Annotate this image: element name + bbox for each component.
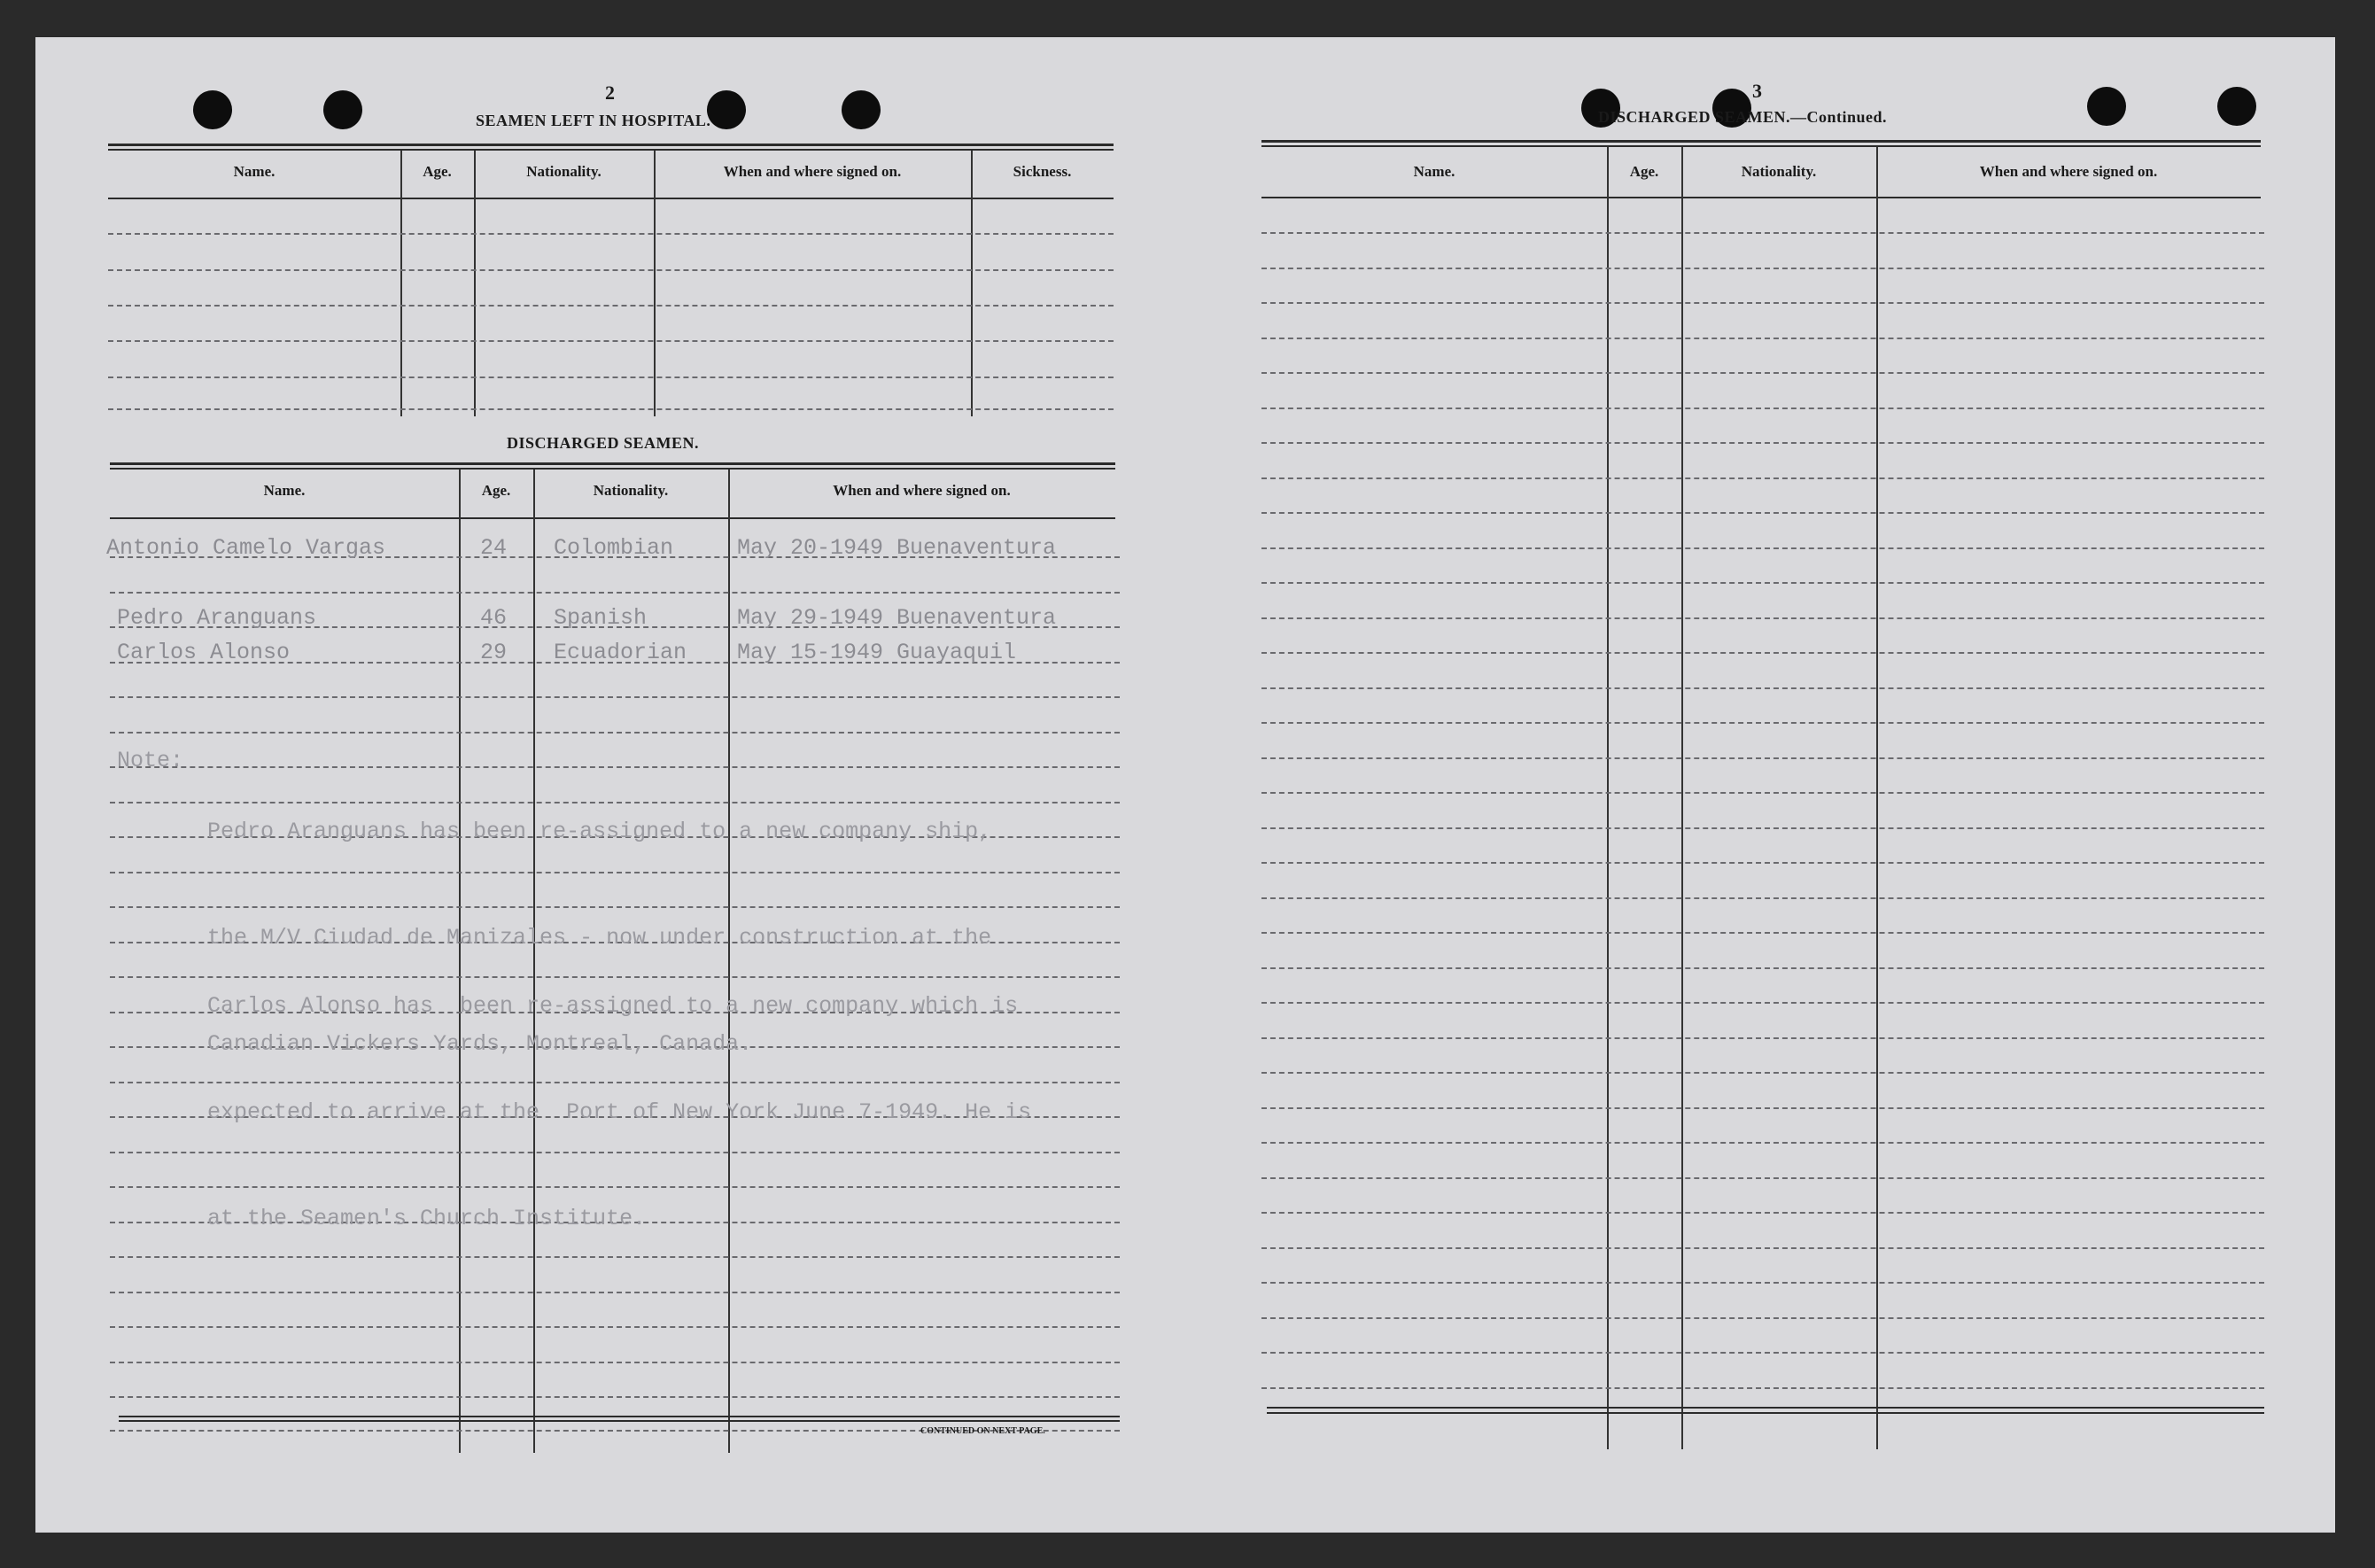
ruled-line — [1261, 1037, 2264, 1039]
ruled-line — [1261, 1177, 2264, 1179]
seaman-signed-on: May 15-1949 Guayaquil — [737, 640, 1017, 665]
column-divider — [1681, 147, 1683, 1449]
note-line: Canadian Vickers Yards, Montreal, Canada. — [207, 1031, 753, 1057]
punch-hole — [842, 90, 881, 129]
ruled-line — [1261, 1142, 2264, 1144]
seaman-nationality: Ecuadorian — [554, 640, 687, 665]
column-header-nationality: Nationality. — [593, 482, 669, 499]
column-header-signed-on: When and where signed on. — [833, 482, 1011, 499]
ruled-line — [1261, 1352, 2264, 1354]
seaman-nationality: Spanish — [554, 605, 648, 631]
ruled-line — [1261, 582, 2264, 584]
ruled-line — [1261, 302, 2264, 304]
ruled-line — [1261, 547, 2264, 549]
column-header-age: Age. — [481, 482, 511, 499]
hospital-section-title: SEAMEN LEFT IN HOSPITAL. — [476, 112, 711, 129]
punch-hole — [323, 90, 362, 129]
discharged-section-title: DISCHARGED SEAMEN. — [507, 434, 700, 452]
ruled-line — [1261, 722, 2264, 724]
ruled-line — [108, 376, 1114, 378]
ruled-line — [1261, 442, 2264, 444]
continued-note: CONTINUED ON NEXT PAGE. — [920, 1426, 1045, 1436]
ruled-line — [110, 1362, 1120, 1363]
ruled-line — [110, 592, 1120, 594]
ruled-line — [1261, 1282, 2264, 1284]
seaman-age: 46 — [480, 605, 508, 631]
ruled-line — [110, 1326, 1120, 1328]
header-underline — [108, 198, 1114, 199]
column-header-name: Name. — [233, 163, 276, 180]
ruled-line — [1261, 232, 2264, 234]
seaman-name: Antonio Camelo Vargas — [106, 535, 386, 561]
table-bottom-rule — [1267, 1412, 2264, 1414]
ruled-line — [108, 269, 1114, 271]
ruled-line — [108, 233, 1114, 235]
column-header-name: Name. — [263, 482, 306, 499]
note-line: at the Seamen's Church Institute. — [207, 1206, 647, 1231]
note-label: Note: — [117, 748, 184, 773]
table-bottom-rule — [119, 1420, 1120, 1422]
seaman-age: 24 — [480, 535, 508, 561]
ruled-line — [1261, 862, 2264, 864]
ruled-line — [1261, 827, 2264, 829]
column-header-signed-on: When and where signed on. — [1979, 163, 2158, 180]
ruled-line — [108, 408, 1114, 410]
seaman-name: Pedro Aranguans — [117, 605, 317, 631]
table-top-rule — [1261, 140, 2261, 143]
note-line: the M/V Ciudad de Manizales - now under construction at the — [207, 925, 992, 951]
seaman-nationality: Colombian — [554, 535, 674, 561]
ruled-line — [1261, 268, 2264, 269]
note-line: expected to arrive at the Port of New York June 7-1949. He is — [207, 1099, 1032, 1125]
column-divider — [1876, 147, 1878, 1449]
ruled-line — [110, 1396, 1120, 1398]
ruled-line — [1261, 652, 2264, 654]
ruled-line — [108, 305, 1114, 307]
note-paragraph — [207, 918, 1031, 1308]
seaman-signed-on: May 29-1949 Buenaventura — [737, 605, 1057, 631]
punch-hole — [2087, 87, 2126, 126]
column-divider — [1607, 147, 1609, 1449]
table-top-rule — [1261, 145, 2261, 147]
ruled-line — [1261, 1387, 2264, 1389]
ruled-line — [1261, 687, 2264, 689]
ruled-line — [1261, 792, 2264, 794]
ruled-line — [1261, 617, 2264, 619]
punch-hole — [2217, 87, 2256, 126]
column-header-age: Age. — [1629, 163, 1659, 180]
ruled-line — [1261, 897, 2264, 899]
ruled-line — [1261, 477, 2264, 479]
column-header-sickness: Sickness. — [1013, 163, 1072, 180]
ruled-line — [1261, 372, 2264, 374]
manifest-sheet — [35, 37, 2335, 1533]
table-bottom-rule — [1267, 1407, 2264, 1409]
table-top-rule — [110, 468, 1115, 470]
table-bottom-rule — [119, 1416, 1120, 1417]
seaman-signed-on: May 20-1949 Buenaventura — [737, 535, 1057, 561]
continued-section-title: DISCHARGED SEAMEN.—Continued. — [1598, 108, 1888, 126]
punch-hole — [193, 90, 232, 129]
ruled-line — [1261, 932, 2264, 934]
ruled-line — [1261, 967, 2264, 969]
column-header-age: Age. — [423, 163, 452, 180]
ruled-line — [108, 340, 1114, 342]
seaman-name: Carlos Alonso — [117, 640, 291, 665]
note-line: Carlos Alonso has been re-assigned to a new company which is — [207, 993, 1019, 1019]
table-top-rule — [110, 462, 1115, 465]
column-header-nationality: Nationality. — [526, 163, 602, 180]
seaman-age: 29 — [480, 640, 508, 665]
ruled-line — [110, 732, 1120, 734]
column-header-nationality: Nationality. — [1741, 163, 1817, 180]
punch-hole — [707, 90, 746, 129]
ruled-line — [1261, 1002, 2264, 1004]
ruled-line — [1261, 757, 2264, 759]
page-number: 3 — [1752, 80, 1762, 102]
ruled-line — [1261, 1247, 2264, 1249]
header-underline — [1261, 197, 2261, 198]
ruled-line — [1261, 1107, 2264, 1109]
ruled-line — [1261, 1212, 2264, 1214]
column-header-name: Name. — [1413, 163, 1455, 180]
note-line: Pedro Aranguans has been re-assigned to a new company ship, — [207, 819, 992, 844]
ruled-line — [1261, 1072, 2264, 1074]
header-underline — [110, 517, 1115, 519]
column-header-signed-on: When and where signed on. — [723, 163, 902, 180]
table-top-rule — [108, 149, 1114, 151]
ruled-line — [110, 696, 1120, 698]
ruled-line — [1261, 512, 2264, 514]
ruled-line — [1261, 1317, 2264, 1319]
page-number: 2 — [605, 82, 615, 104]
ruled-line — [1261, 408, 2264, 409]
table-top-rule — [108, 144, 1114, 146]
ruled-line — [1261, 338, 2264, 339]
